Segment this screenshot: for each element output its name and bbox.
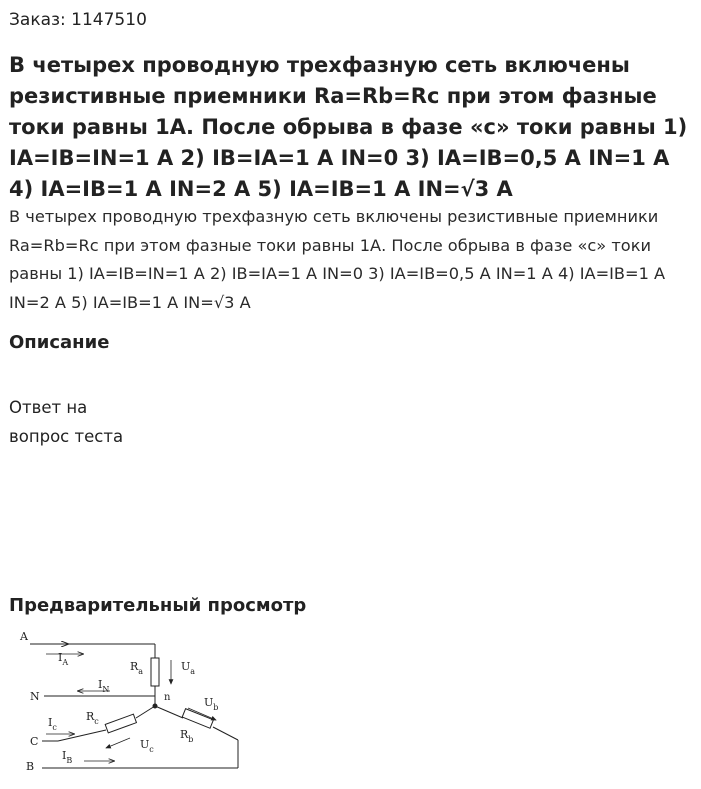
current-ia-label: $I_A$ bbox=[58, 651, 69, 667]
description-heading: Описание bbox=[9, 332, 110, 353]
wire-rb-corner bbox=[213, 727, 238, 740]
voltage-ua-label: $U_a$ bbox=[181, 660, 196, 676]
resistor-rc-label: $R_c$ bbox=[86, 710, 99, 726]
current-ib-label: $I_B$ bbox=[62, 749, 73, 765]
line-label-n: N bbox=[30, 690, 40, 703]
wire-rc-c bbox=[58, 730, 106, 741]
voltage-uc-label: $U_c$ bbox=[140, 738, 154, 754]
resistor-rb bbox=[182, 709, 213, 729]
order-number: Заказ: 1147510 bbox=[9, 10, 147, 30]
resistor-ra-label: $R_a$ bbox=[130, 660, 144, 676]
current-in-label: $I_N$ bbox=[98, 678, 110, 694]
wire-node-rb bbox=[155, 706, 183, 718]
resistor-rb-label: $R_b$ bbox=[180, 728, 194, 744]
question-description: В четырех проводную трехфазную сеть включены резистивные приемники Ra=Rb=Rc при этом фазные токи равны 1А. После обрыва в фазе «с» токи равны 1) IA=IB=IN=1 А 2) IB=IA=1 А IN=0 3) IA=IB=0,5 А IN=1 А 4) IA=IB=1 А IN=2 А 5) IA=IB=1 А IN=√3 А bbox=[9, 207, 666, 312]
voltage-ub-label: $U_b$ bbox=[204, 696, 219, 712]
line-label-b: B bbox=[26, 760, 35, 773]
answer-line: Ответ на bbox=[9, 398, 88, 417]
circuit-diagram bbox=[18, 628, 248, 778]
answer-text bbox=[9, 393, 123, 451]
line-label-c: C bbox=[30, 735, 39, 748]
node-label: n bbox=[164, 692, 171, 703]
resistor-rc bbox=[105, 714, 136, 733]
answer-line: вопрос теста bbox=[9, 427, 124, 446]
preview-heading: Предварительный просмотр bbox=[9, 595, 307, 616]
line-label-a: A bbox=[20, 630, 28, 643]
wire-node-rc bbox=[136, 706, 155, 718]
voltage-uc-arrow bbox=[106, 738, 130, 748]
resistor-ra bbox=[151, 658, 159, 686]
current-ic-label: $I_c$ bbox=[48, 716, 57, 732]
question-title: В четырех проводную трехфазную сеть включены резистивные приемники Ra=Rb=Rc при этом фазные токи равны 1А. После обрыва в фазе «с» токи равны 1) IA=IB=IN=1 А 2) IB=IA=1 А IN=0 3) IA=IB=0,5 А IN=1 А 4) IA=IB=1 А IN=2 А 5) IA=IB=1 А IN=√3 А bbox=[9, 53, 688, 201]
